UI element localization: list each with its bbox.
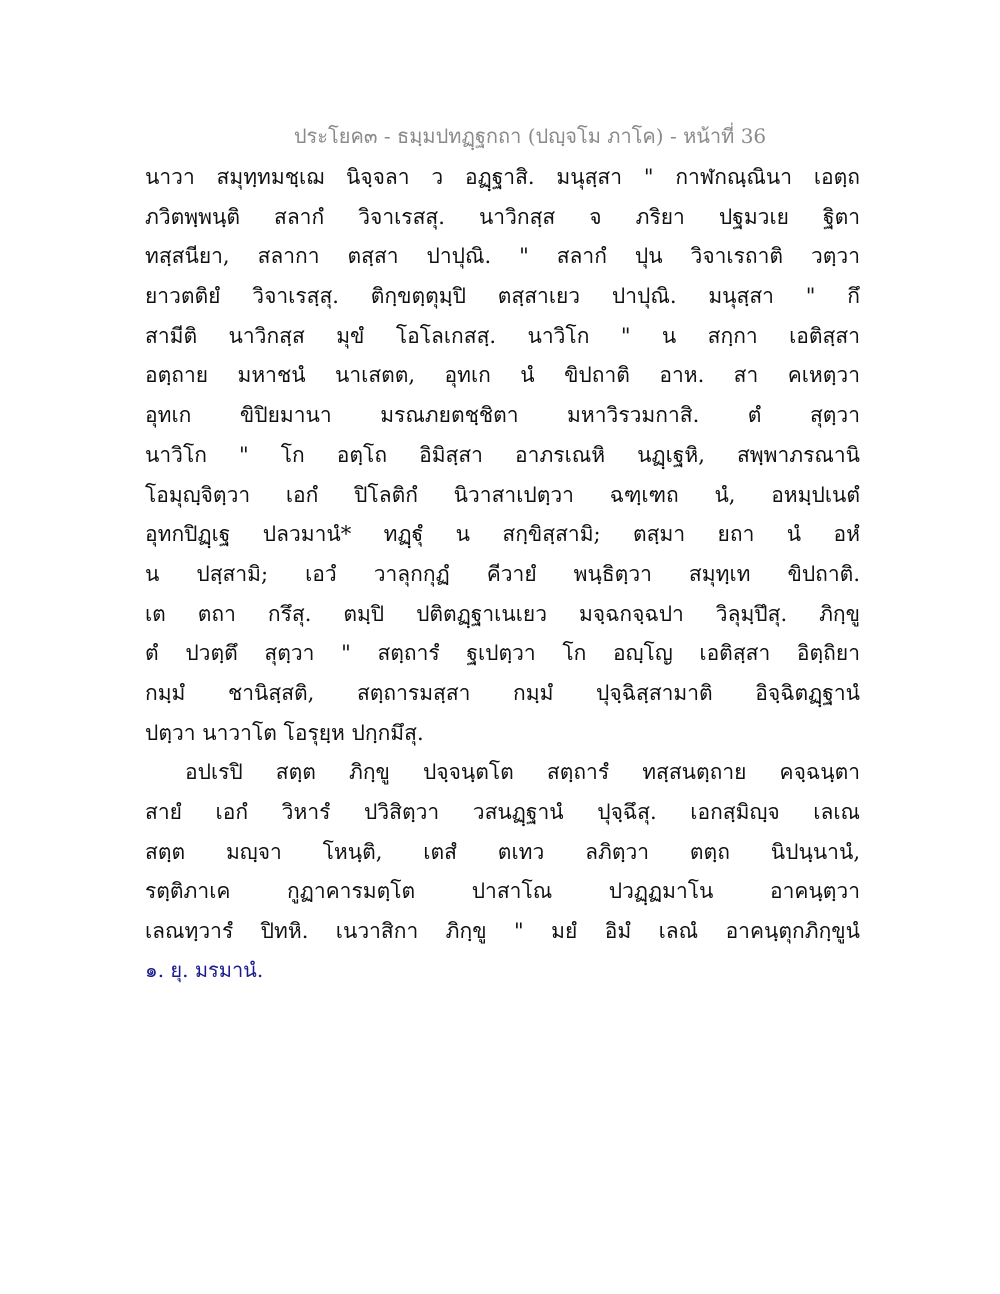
page-header: ประโยค๓ - ธมฺมปทฏฺฐกถา (ปญฺจโม ภาโค) - หน้าที่ 36 <box>293 124 767 148</box>
text-line: นาวา สมุทฺทมชฺเฌ นิจฺจลา ว อฏฺฐาสิ. มนุสฺสา " กาฬกณฺณินา เอตฺถ <box>145 165 860 189</box>
text-line: ปตฺวา นาวาโต โอรุยฺห ปกฺกมึสุ. <box>145 720 424 745</box>
text-line: สามีติ นาวิกสฺส มุขํ โอโลเกสสฺ. นาวิโก " น สกฺกา เอติสฺสา <box>145 323 860 348</box>
text-line: สตฺต มญฺจา โหนฺติ, เตสํ ตเทว ลภิตฺวา ตตฺถ นิปนฺนานํ, <box>145 839 860 864</box>
paragraph-1 <box>145 158 860 753</box>
text-line: น ปสฺสามิ; เอวํ วาลุกกุฏํ คีวายํ พนฺธิตฺวา สมุทฺเท ขิปถาติ. <box>145 561 860 586</box>
text-line: ภวิตพฺพนฺติ สลากํ วิจาเรสสุ. นาวิกสฺส จ ภริยา ปฐมวเย ฐิตา <box>145 204 860 229</box>
text-line: อุทกปิฏฺเฐ ปลวมานํ* ทฏฺฐุํ น สกฺขิสฺสามิ; ตสฺมา ยถา นํ อหํ <box>145 522 860 547</box>
text-line: สายํ เอกํ วิหารํ ปวิสิตฺวา วสนฏฺฐานํ ปุจฺฉึสุ. เอกสฺมิญฺจ เลเณ <box>145 800 860 824</box>
text-line: เต ตถา กรึสุ. ตมฺปิ ปติตฏฺฐาเนเยว มจฺฉกจฺฉปา วิลุมฺปึสุ. ภิกฺขู <box>145 601 860 626</box>
text-line: เลณทฺวารํ ปิทหิ. เนวาสิกา ภิกฺขู " มยํ อิมํ เลณํ อาคนฺตุกภิกฺขูนํ <box>145 919 860 944</box>
text-line: นาวิโก " โก อตฺโถ อิมิสฺสา อาภรเณหิ นฏฺเฐหิ, สพฺพาภรณานิ <box>145 442 860 467</box>
text-line: อตฺถาย มหาชนํ นาเสตต, อุทเก นํ ขิปถาติ อาห. สา คเหตฺวา <box>145 363 860 388</box>
body-text <box>145 158 860 988</box>
text-line: ยาวตติยํ วิจาเรสฺสุ. ติกฺขตฺตุมฺปิ ตสฺสาเยว ปาปุณิ. มนุสฺสา " กึ <box>145 284 860 309</box>
text-line: อุทเก ขิปิยมานา มรณภยตชฺชิตา มหาวิรวมกาสิ. ตํ สุตฺวา <box>145 403 860 428</box>
text-line: ทสฺสนียา, สลากา ตสฺสา ปาปุณิ. " สลากํ ปุน วิจาเรถาติ วตฺวา <box>145 244 860 269</box>
paragraph-2 <box>145 753 860 951</box>
text-line: อปเรปิ สตฺต ภิกฺขู ปจฺจนฺตโต สตฺถารํ ทสฺสนตฺถาย คจฺฉนฺตา <box>185 760 860 785</box>
text-line: โอมุญฺจิตฺวา เอกํ ปิโลติกํ นิวาสาเปตฺวา ฉฑฺเฑถ นํ, อหมฺปเนตํ <box>145 482 860 507</box>
text-line: กมฺมํ ชานิสฺสติ, สตฺถารมสฺสา กมฺมํ ปุจฺฉิสฺสามาติ อิจฺฉิตฏฺฐานํ <box>145 680 860 705</box>
footnote: ๑. ยุ. มรมานํ. <box>145 957 264 982</box>
text-line: ตํ ปวตฺตึ สุตฺวา " สตฺถารํ ฐเปตฺวา โก อญฺโญ เอติสฺสา อิตฺถิยา <box>145 641 860 666</box>
text-line: รตฺติภาเค กูฏาคารมตฺโต ปาสาโณ ปวฏฺฏมาโน อาคนฺตฺวา <box>145 879 860 904</box>
